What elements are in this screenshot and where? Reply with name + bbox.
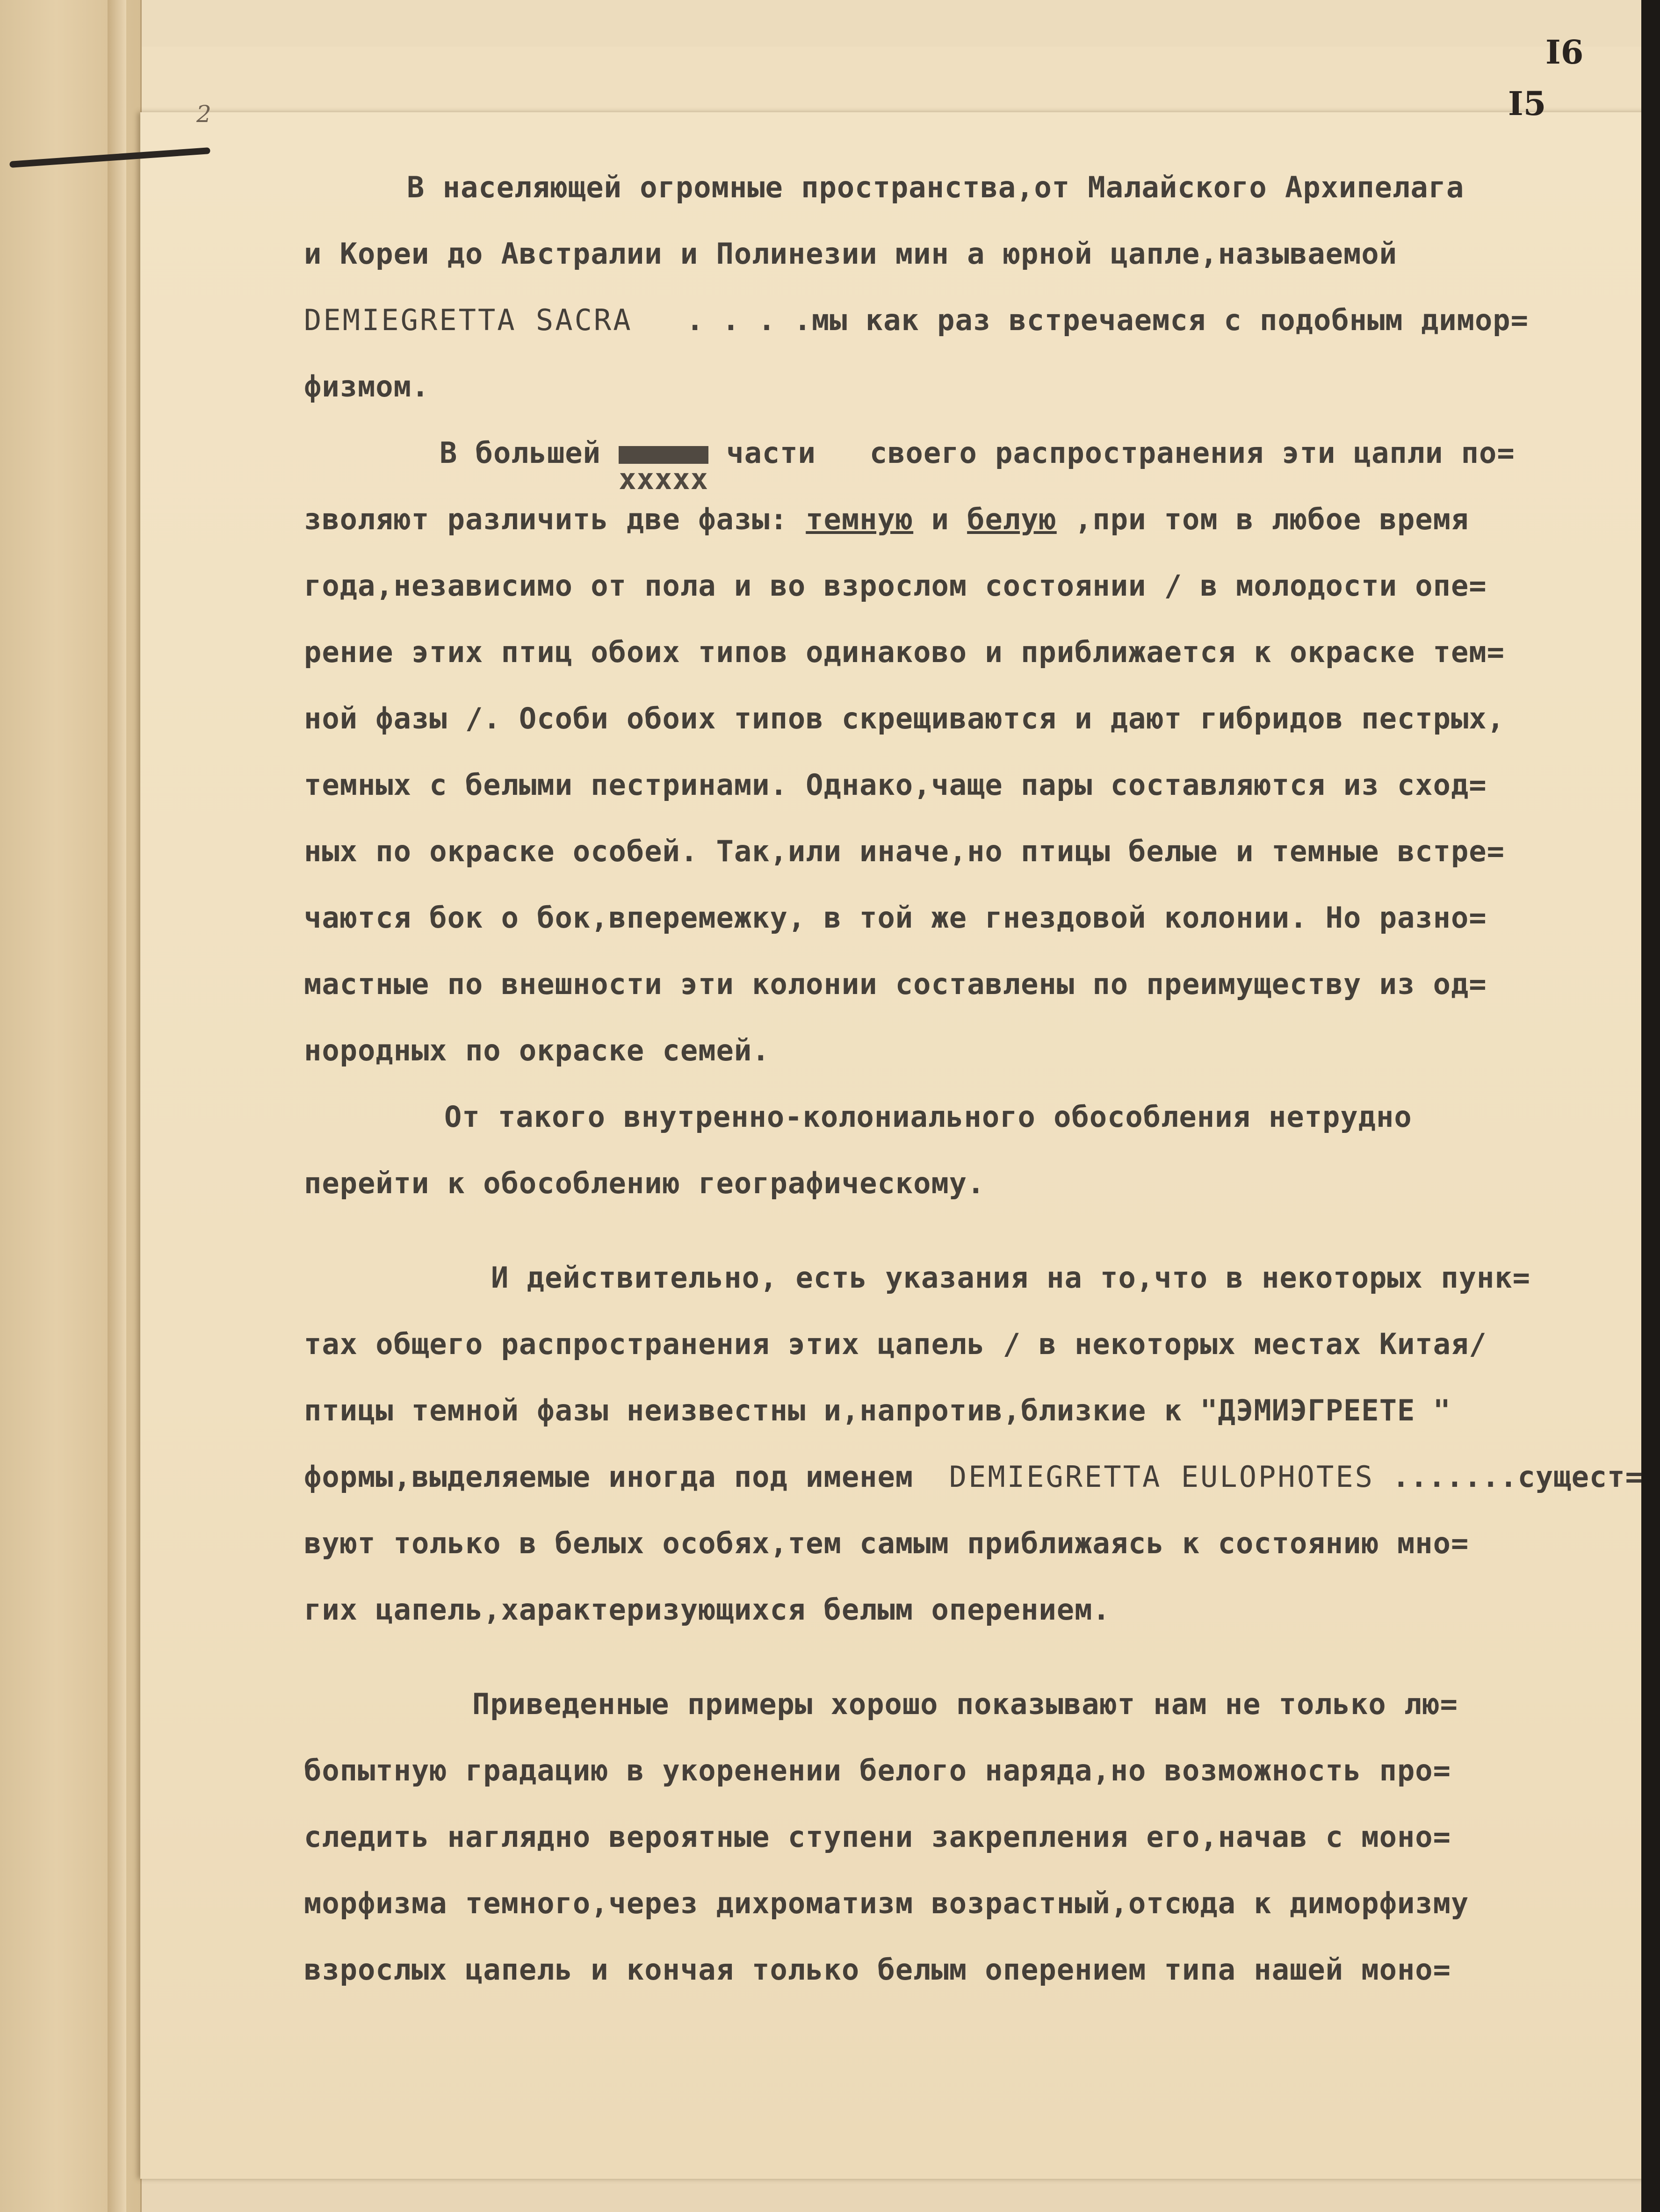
text-line: морфизма темного,через дихроматизм возрастный,отсюда к диморфизму	[304, 1886, 1469, 1920]
latin-species-name: DEMIEGRETTA EULOPHOTES	[949, 1460, 1374, 1494]
text-fragment: и	[913, 502, 967, 536]
text-line: физмом.	[304, 369, 430, 403]
text-line: птицы темной фазы неизвестны и,напротив,близкие к "ДЭМИЭГРЕЕТЕ "	[304, 1393, 1451, 1427]
text-fragment: зволяют различить две фазы:	[304, 502, 806, 536]
typed-text-body	[304, 154, 1660, 2003]
text-line: рение этих птиц обоих типов одинаково и приближается к окраске тем=	[304, 635, 1505, 669]
text-line: В населяющей огромные пространства,от Малайского Архипелага	[407, 170, 1465, 204]
binding-strip-shadow	[108, 0, 126, 2212]
text-line: ных по окраске особей. Так,или иначе,но птицы белые и темные встре=	[304, 834, 1505, 868]
text-line	[304, 287, 1660, 353]
text-fragment: В большей	[440, 436, 619, 470]
text-line: взрослых цапель и кончая только белым оперением типа нашей моно=	[304, 1953, 1451, 1987]
text-fragment: .......сущест=	[1374, 1460, 1643, 1494]
text-line: ной фазы /. Особи обоих типов скрещиваются и дают гибридов пестрых,	[304, 701, 1505, 735]
text-line: темных с белыми пестринами. Однако,чаще пары составляются из сход=	[304, 768, 1487, 802]
text-line: перейти к обособлению географическому.	[304, 1166, 985, 1200]
paragraph-gap	[304, 1217, 1660, 1245]
text-line: и Кореи до Австралии и Полинезии мин а юрной цапле,называемой	[304, 237, 1397, 271]
page-number-previous: I6	[1545, 33, 1584, 72]
text-fragment: . . . .мы как раз встречаемся с подобным димор=	[632, 303, 1529, 337]
text-fragment: ,при том в любое время	[1056, 502, 1469, 536]
page-number-current: I5	[1508, 84, 1546, 123]
text-line: тах общего распространения этих цапель / в некоторых местах Китая/	[304, 1327, 1487, 1361]
text-line: вуют только в белых особях,тем самым приближаясь к состоянию мно=	[304, 1526, 1469, 1560]
margin-mark: 2	[196, 101, 211, 128]
text-line: От такого внутренно-колониального обособления нетрудно	[444, 1100, 1412, 1134]
text-line: Приведенные примеры хорошо показывают нам не только лю=	[472, 1687, 1458, 1721]
text-line: мастные по внешности эти колонии составлены по преимуществу из од=	[304, 967, 1487, 1001]
text-line	[304, 1444, 1660, 1510]
text-line: чаются бок о бок,вперемежку, в той же гнездовой колонии. Но разно=	[304, 901, 1487, 935]
text-fragment: формы,выделяемые иногда под именем	[304, 1460, 949, 1494]
text-line: бопытную градацию в укоренении белого наряда,но возможность про=	[304, 1753, 1451, 1787]
underlined-term: темную	[806, 502, 914, 536]
crossed-out-word: xxxxx	[619, 446, 708, 464]
text-line: следить наглядно вероятные ступени закрепления его,начав с моно=	[304, 1820, 1451, 1854]
latin-species-name: DEMIEGRETTA SACRA	[304, 303, 633, 337]
text-line: года,независимо от пола и во взрослом состоянии / в молодости опе=	[304, 569, 1487, 603]
paragraph-gap	[304, 1643, 1660, 1671]
text-fragment: части своего распространения эти цапли по=	[708, 436, 1515, 470]
previous-page-edge-inner	[112, 47, 1660, 122]
underlined-term: белую	[967, 502, 1057, 536]
text-line	[304, 486, 1660, 553]
text-line: И действительно, есть указания на то,что в некоторых пунк=	[491, 1261, 1530, 1295]
text-line: нородных по окраске семей.	[304, 1033, 770, 1067]
text-line	[304, 420, 1660, 496]
text-line: гих цапель,характеризующихся белым оперением.	[304, 1592, 1111, 1627]
